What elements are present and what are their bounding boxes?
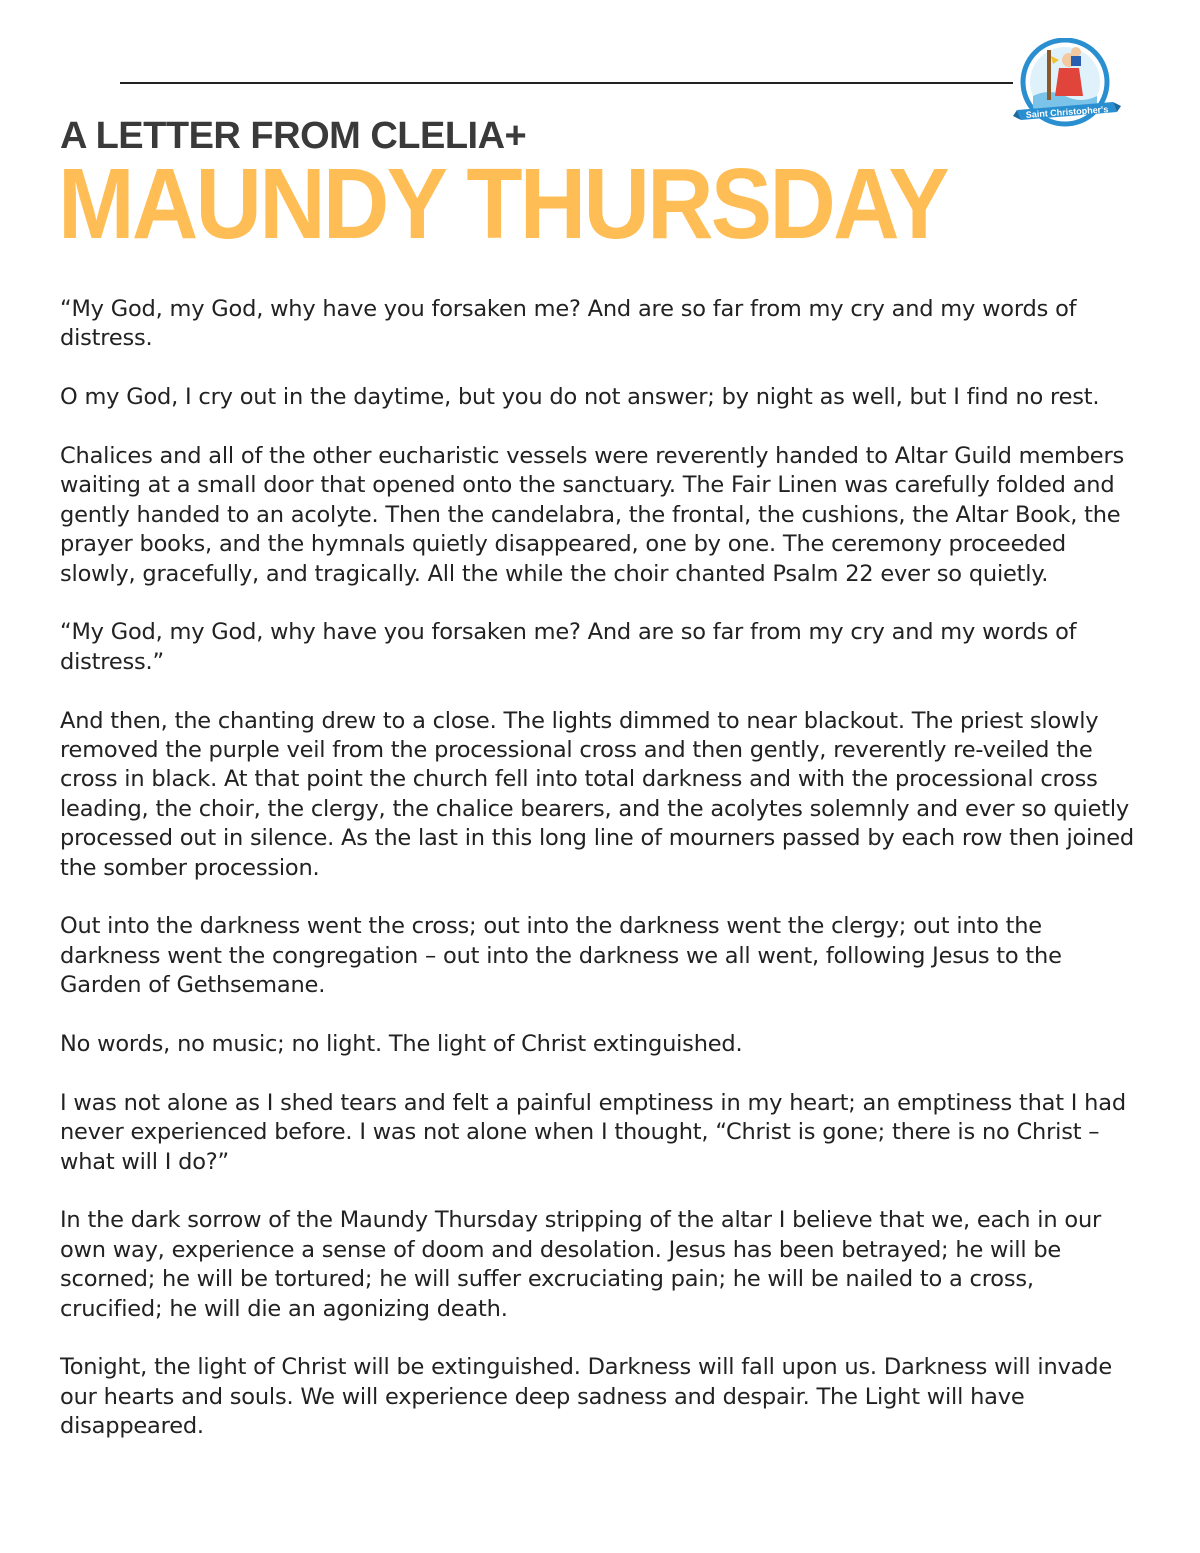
paragraph: And then, the chanting drew to a close. The lights dimmed to near blackout. The priest slowly removed the purple veil from the processional cross and then gently, reverently re-veiled the cross in black. At that point the church fell into total darkness and with the processional cross leading, the choir, the clergy, the chalice bearers, and the acolytes solemnly and ever so quietly processed out in silence. As the last in this long line of mourners passed by each row then joined the somber procession. (60, 707, 1134, 881)
letter-body (60, 295, 1140, 1471)
paragraph: Tonight, the light of Christ will be extinguished. Darkness will fall upon us. Darkness will invade our hearts and souls. We will experience deep sadness and despair. The Light will have disappeared. (60, 1354, 1112, 1440)
paragraph: In the dark sorrow of the Maundy Thursday stripping of the altar I believe that we, each in our own way, experience a sense of doom and desolation. Jesus has been betrayed; he will be scorned; he will be tortured; he will suffer excruciating pain; he will be nailed to a cross, crucified; he will die an agonizing death. (60, 1207, 1102, 1322)
paragraph: No words, no music; no light. The light of Christ extinguished. (60, 1031, 743, 1058)
paragraph: O my God, I cry out in the daytime, but you do not answer; by night as well, but I find no rest. (60, 384, 1100, 411)
paragraph: “My God, my God, why have you forsaken me? And are so far from my cry and my words of distress. (60, 296, 1077, 352)
logo-text: Saint Christopher's (1025, 104, 1109, 120)
paragraph: I was not alone as I shed tears and felt a painful emptiness in my heart; an emptiness that I had never experienced before. I was not alone when I thought, “Christ is gone; there is no Christ – what will I do?” (60, 1089, 1126, 1175)
letter-kicker: A LETTER FROM CLELIA+ (60, 115, 527, 157)
page-title: MAUNDY THURSDAY (58, 148, 947, 260)
paragraph: Out into the darkness went the cross; out into the darkness went the clergy; out into the darkness went the congregation – out into the darkness we all went, following Jesus to the Garden of Gethsemane. (60, 913, 1062, 999)
saint-christophers-logo-icon (1013, 38, 1121, 134)
paragraph: Chalices and all of the other eucharistic vessels were reverently handed to Altar Guild members waiting at a small door that opened onto the sanctuary. The Fair Linen was carefully folded and gently handed to an acolyte. Then the candelabra, the frontal, the cushions, the Altar Book, the prayer books, and the hymnals quietly disappeared, one by one. The ceremony proceeded slowly, gracefully, and tragically. All the while the choir chanted Psalm 22 ever so quietly. (60, 443, 1125, 587)
paragraph: “My God, my God, why have you forsaken me? And are so far from my cry and my words of distress.” (60, 619, 1077, 675)
header-divider (120, 82, 1013, 84)
